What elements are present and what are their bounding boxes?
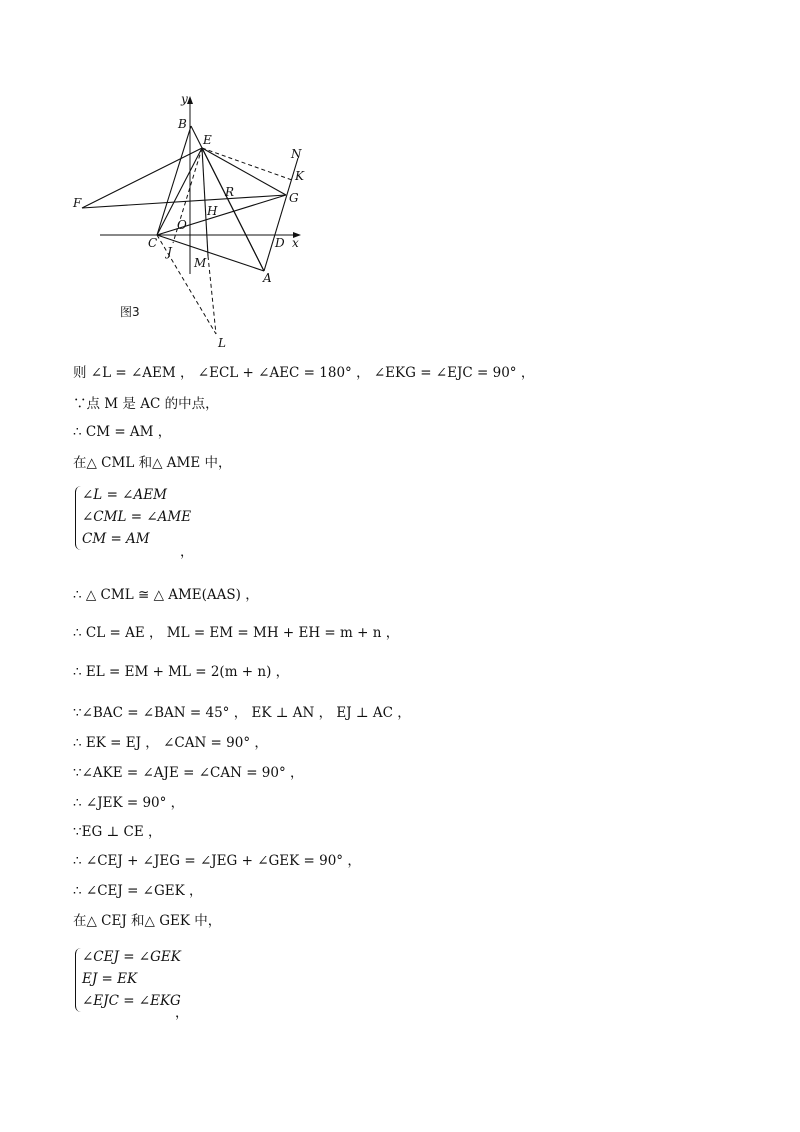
label-M: M bbox=[194, 256, 207, 270]
label-A: A bbox=[263, 271, 272, 285]
proof-line-4: 在△ CML 和△ AME 中， bbox=[73, 455, 232, 471]
proof-line-9: ∴ EK = EJ ， ∠CAN = 90° ， bbox=[73, 735, 268, 751]
system2-row-2: EJ = EK bbox=[82, 971, 138, 987]
label-N: N bbox=[291, 147, 302, 161]
system2-row-3: ∠EJC = ∠EKG bbox=[82, 993, 181, 1009]
axis-label-y: y bbox=[181, 92, 188, 106]
proof-line-13: ∴ ∠CEJ + ∠JEG = ∠JEG + ∠GEK = 90° ， bbox=[73, 853, 361, 869]
system2-tail: ， bbox=[175, 1005, 189, 1021]
label-K: K bbox=[295, 169, 304, 183]
label-G: G bbox=[289, 191, 299, 205]
label-C: C bbox=[148, 236, 158, 250]
system1-row-3: CM = AM bbox=[82, 531, 150, 547]
system1-row-2: ∠CML = ∠AME bbox=[82, 509, 192, 525]
label-B: B bbox=[178, 117, 187, 131]
label-L: L bbox=[218, 336, 226, 350]
system1-row-1: ∠L = ∠AEM bbox=[82, 487, 167, 503]
proof-line-15: 在△ CEJ 和△ GEK 中， bbox=[73, 913, 222, 929]
figure-svg bbox=[70, 88, 330, 350]
proof-line-11: ∴ ∠JEK = 90° ， bbox=[73, 795, 185, 811]
proof-line-6: ∴ CL = AE ， ML = EM = MH + EH = m + n ， bbox=[73, 625, 400, 641]
proof-line-14: ∴ ∠CEJ = ∠GEK ， bbox=[73, 883, 203, 899]
label-D: D bbox=[275, 236, 285, 250]
y-axis-arrow bbox=[187, 96, 193, 104]
proof-line-1: 则 ∠L = ∠AEM ， ∠ECL + ∠AEC = 180° ， ∠EKG = ∠EJC = 90° ， bbox=[73, 365, 535, 381]
label-E: E bbox=[203, 133, 212, 147]
label-O: O bbox=[177, 218, 187, 232]
label-J: J bbox=[167, 245, 172, 259]
label-F: F bbox=[73, 196, 82, 210]
proof-line-5: ∴ △ CML ≅ △ AME(AAS) ， bbox=[73, 587, 259, 603]
proof-line-8: ∵∠BAC = ∠BAN = 45° ， EK ⊥ AN ， EJ ⊥ AC ， bbox=[73, 705, 411, 721]
label-H: H bbox=[207, 204, 218, 218]
proof-line-3: ∴ CM = AM ， bbox=[73, 424, 172, 440]
proof-line-7: ∴ EL = EM + ML = 2(m + n) ， bbox=[73, 664, 290, 680]
dashed-segments bbox=[157, 148, 292, 334]
proof-line-10: ∵∠AKE = ∠AJE = ∠CAN = 90° ， bbox=[73, 765, 304, 781]
axis-label-x: x bbox=[292, 236, 299, 250]
figure-caption: 图3 bbox=[120, 305, 140, 319]
proof-line-2: ∵点 M 是 AC 的中点， bbox=[73, 396, 219, 412]
label-R: R bbox=[225, 185, 235, 199]
geometry-figure bbox=[70, 88, 330, 350]
system1-tail: ， bbox=[180, 544, 194, 560]
proof-line-12: ∵EG ⊥ CE ， bbox=[73, 824, 162, 840]
system2-row-1: ∠CEJ = ∠GEK bbox=[82, 949, 181, 965]
